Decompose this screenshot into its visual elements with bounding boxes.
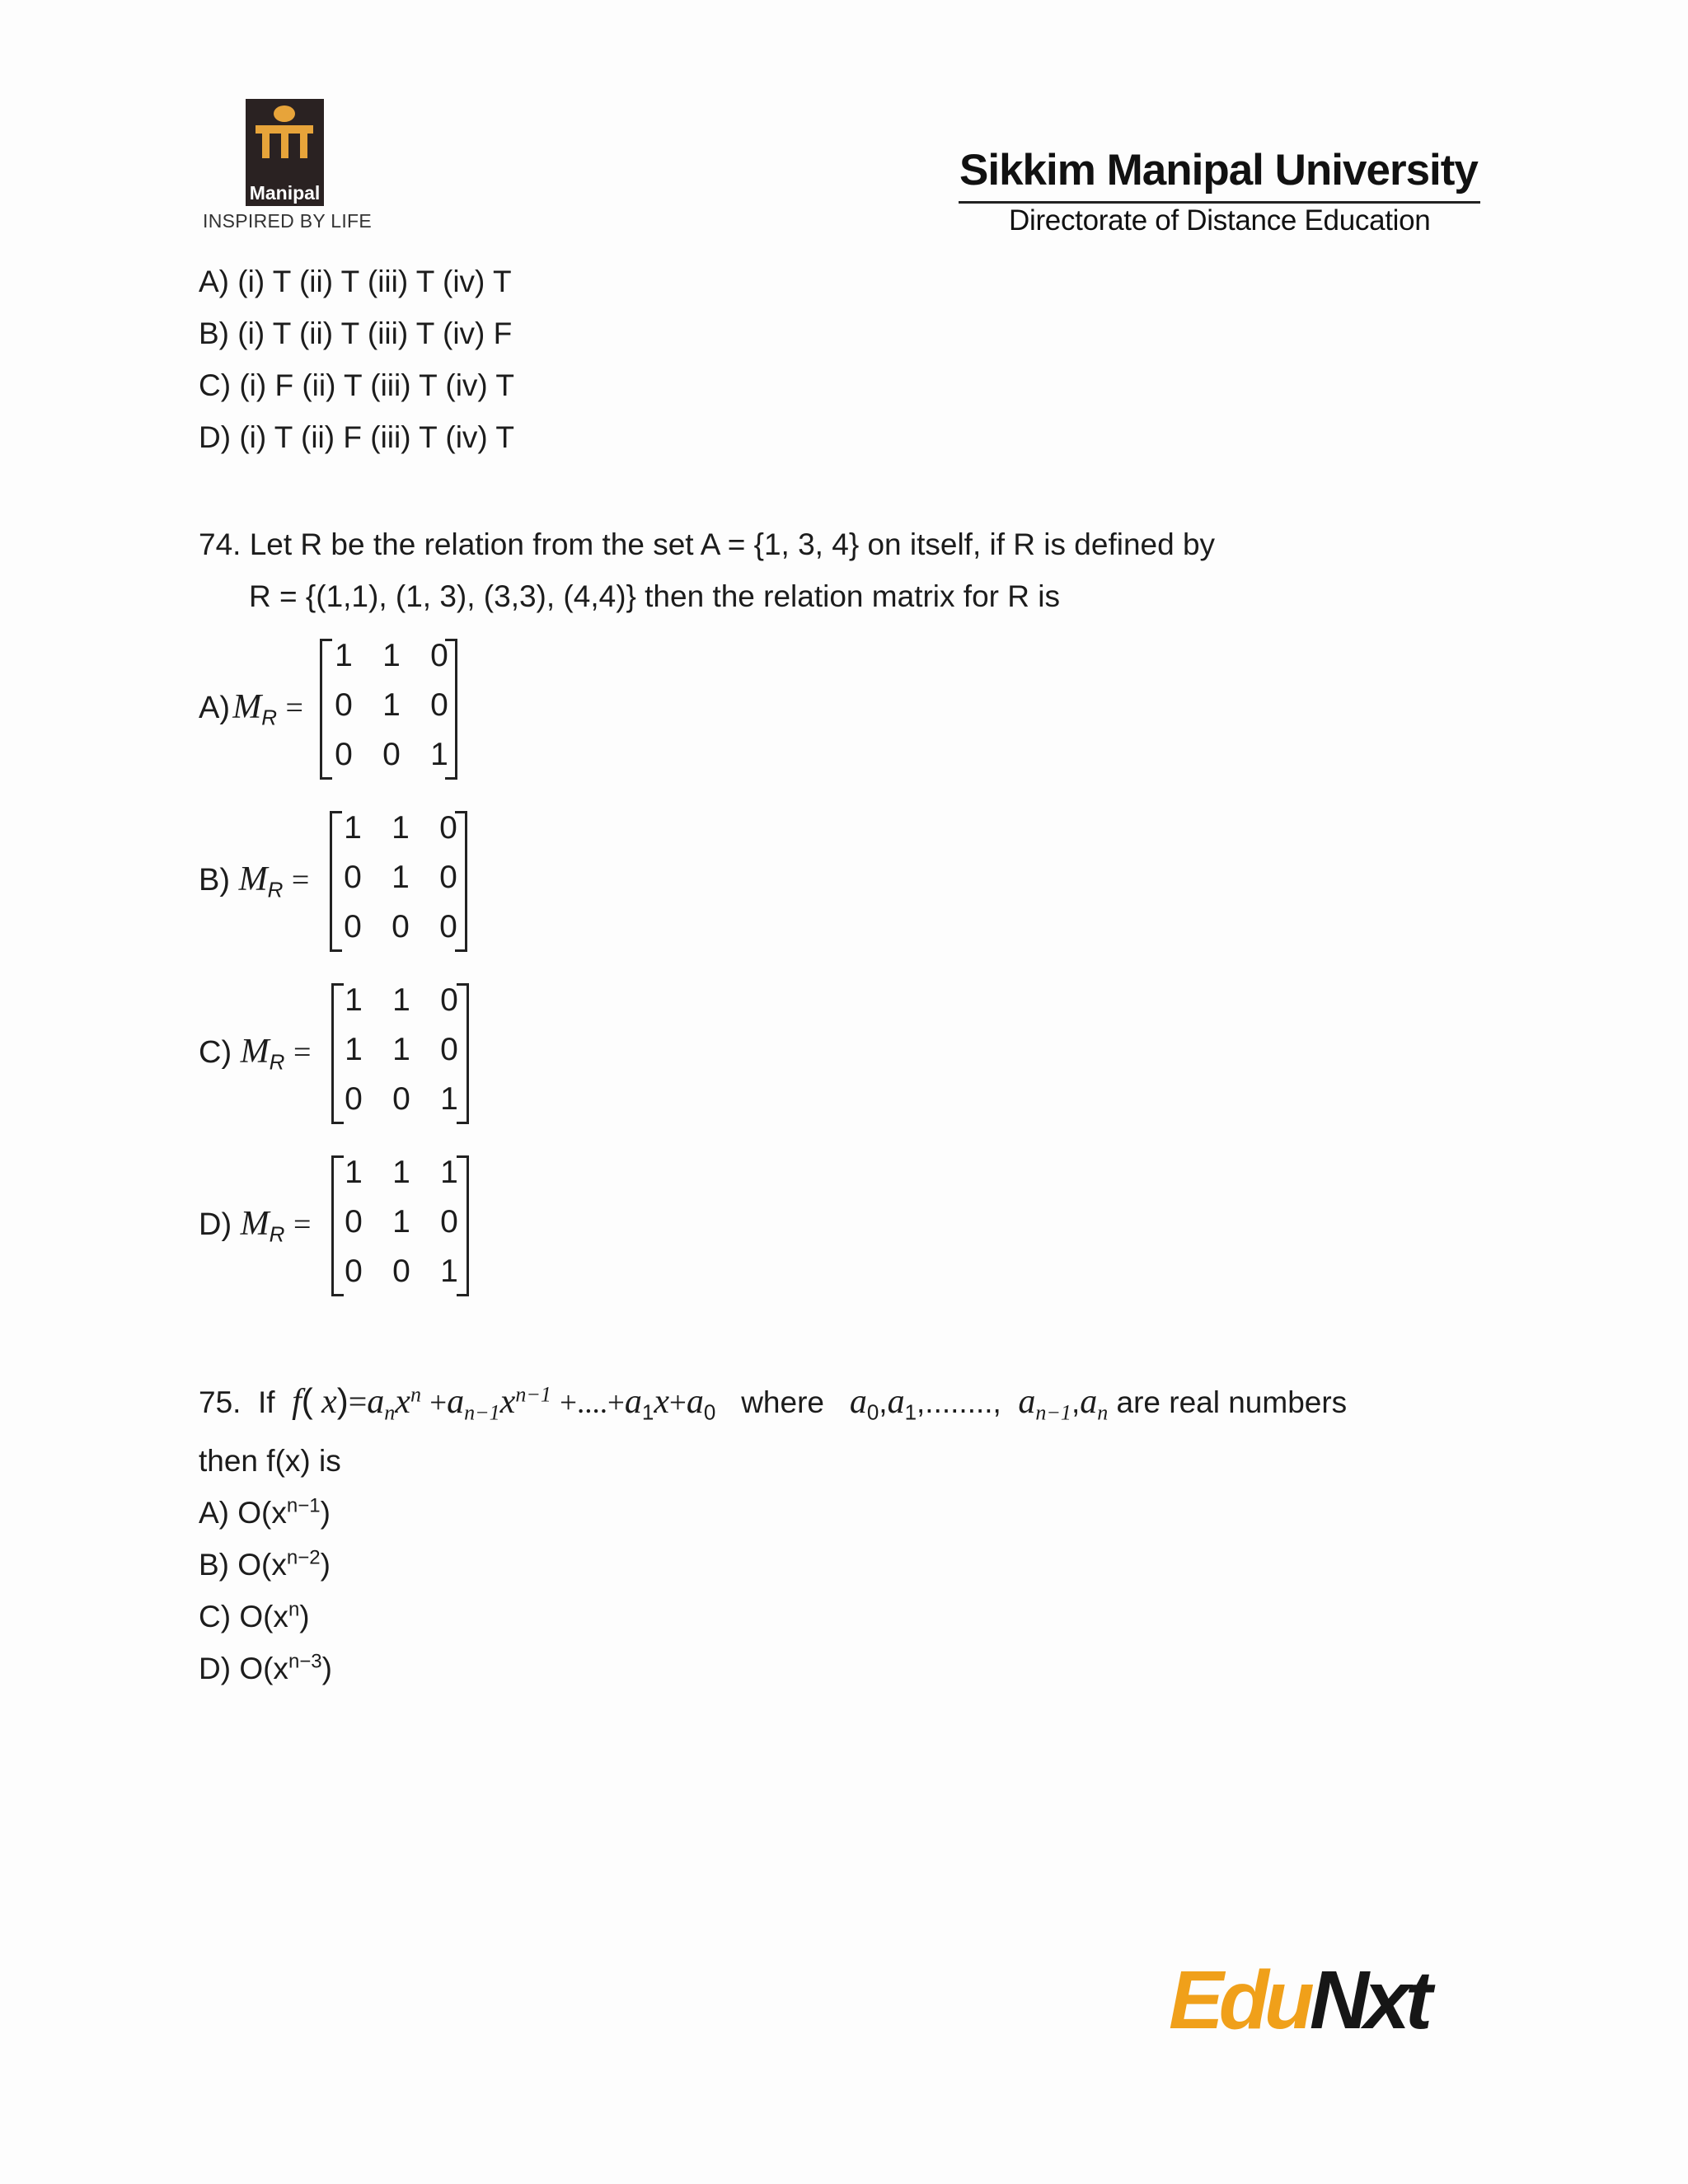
q73-option-c: C) (i) F (ii) T (iii) T (iv) T — [199, 368, 514, 402]
matrix-cell: 1 — [392, 1204, 410, 1240]
directorate-subtitle: Directorate of Distance Education — [1009, 204, 1431, 237]
matrix-cell: 1 — [335, 638, 353, 673]
matrix-cell: 1 — [392, 1032, 410, 1067]
q73-option-d: D) (i) T (ii) F (iii) T (iv) T — [199, 420, 514, 454]
matrix-cell: 0 — [392, 1254, 410, 1289]
matrix-cell: 0 — [439, 909, 457, 944]
q74-option-c-label: C) $M_R$ = — [199, 1033, 312, 1075]
matrix-cell: 1 — [344, 810, 362, 846]
matrix-cell: 0 — [430, 687, 448, 723]
q75-option-b: B) $O(x^{n-2})$ — [199, 1546, 331, 1582]
q75-option-d: D) $O(x^{n-3})$ — [199, 1650, 332, 1685]
matrix-cell: 1 — [345, 1155, 363, 1190]
edunxt-logo — [1169, 1953, 1428, 2048]
matrix-cell: 1 — [392, 982, 410, 1018]
q75-option-a: A) $O(x^{n-1})$ — [199, 1494, 331, 1530]
matrix-cell: 1 — [392, 1155, 410, 1190]
matrix-cell: 0 — [440, 1032, 458, 1067]
matrix-cell: 1 — [392, 860, 410, 895]
matrix-cell: 1 — [440, 1155, 458, 1190]
q75-stem-line1: 75. If f( $x)=a_nx^n +a_{n-1}x^{n-1} +....+a_1x+a_0$ where $a_0,a_1$,........, $a_{n-1},a_n$ are real numbers — [199, 1381, 1348, 1425]
matrix-cell: 0 — [430, 638, 448, 673]
university-title: Sikkim Manipal University — [959, 146, 1478, 194]
q75-stem-line2: then f(x) is — [199, 1444, 341, 1478]
manipal-logo — [246, 99, 324, 206]
q74-option-a-label: A) $M_R$ = — [199, 688, 303, 730]
logo-word: Manipal — [249, 182, 321, 204]
matrix-cell: 1 — [382, 687, 401, 723]
edunxt-logo-edu: Edu — [1169, 1954, 1310, 2046]
q74-stem-line2: R = {(1,1), (1, 3), (3,3), (4,4)} then the relation matrix for R is — [249, 579, 1060, 613]
matrix-cell: 1 — [392, 810, 410, 846]
matrix-cell: 0 — [344, 909, 362, 944]
matrix-cell: 1 — [382, 638, 401, 673]
matrix-cell: 0 — [344, 860, 362, 895]
matrix-cell: 1 — [430, 737, 448, 772]
title-divider — [959, 201, 1480, 204]
matrix-cell: 0 — [335, 687, 353, 723]
q73-option-b: B) (i) T (ii) T (iii) T (iv) F — [199, 316, 513, 350]
edunxt-logo-nxt: Nxt — [1309, 1954, 1428, 2046]
matrix-cell: 1 — [345, 1032, 363, 1067]
matrix-cell: 1 — [440, 1081, 458, 1117]
manipal-emblem-icon — [246, 99, 324, 181]
matrix-cell: 0 — [392, 1081, 410, 1117]
matrix-cell: 0 — [345, 1204, 363, 1240]
q74-option-d-label: D) $M_R$ = — [199, 1205, 312, 1247]
tagline: INSPIRED BY LIFE — [203, 210, 373, 232]
matrix-cell: 1 — [440, 1254, 458, 1289]
matrix-cell: 0 — [345, 1254, 363, 1289]
q74-option-b-label: B) $M_R$ = — [199, 860, 310, 902]
matrix-cell: 0 — [345, 1081, 363, 1117]
q74-stem-line1: 74. Let R be the relation from the set A = {1, 3, 4} on itself, if R is defined by — [199, 527, 1216, 561]
q73-option-a: A) (i) T (ii) T (iii) T (iv) T — [199, 265, 512, 298]
matrix-cell: 0 — [439, 810, 457, 846]
matrix-cell: 0 — [440, 982, 458, 1018]
matrix-cell: 0 — [382, 737, 401, 772]
q75-option-c: C) $O(x^n)$ — [199, 1598, 310, 1633]
matrix-cell: 1 — [345, 982, 363, 1018]
matrix-cell: 0 — [439, 860, 457, 895]
matrix-cell: 0 — [392, 909, 410, 944]
matrix-cell: 0 — [335, 737, 353, 772]
matrix-cell: 0 — [440, 1204, 458, 1240]
